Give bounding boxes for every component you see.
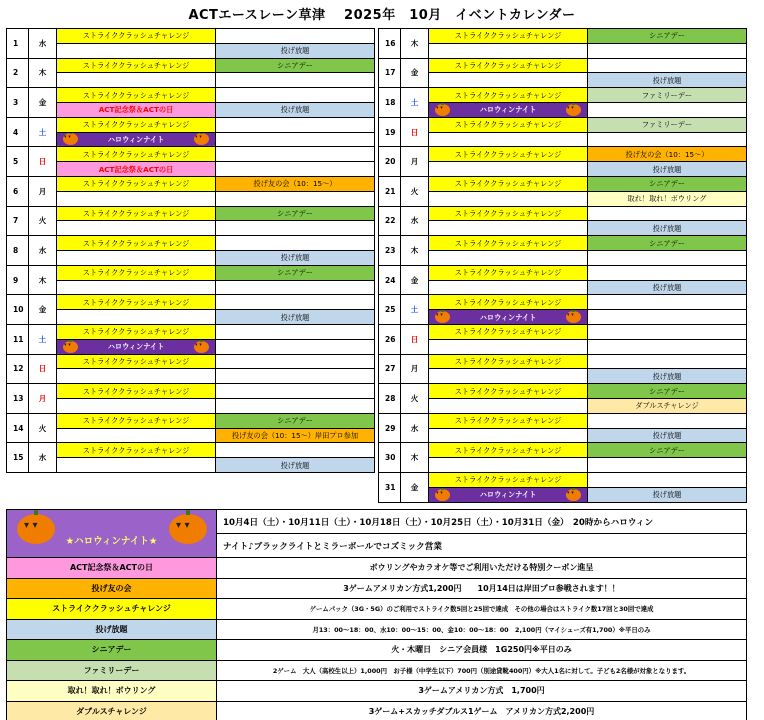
empty-cell	[429, 191, 588, 206]
halloween-desc-1: 10月4日（土）・10月11日（土）・10月18日（土）・10月25日（土）・10月31日（金） 20時からハロウィン	[217, 510, 747, 534]
event-cell: ストライククラッシュチャレンジ	[429, 88, 588, 103]
day-of-week: 水	[401, 206, 429, 236]
event-cell	[57, 339, 216, 354]
event-cell: 投げ友の会（10：15～）岸田プロ参加	[216, 428, 375, 443]
legend-label: ダブルスチャレンジ	[7, 701, 217, 720]
event-cell: 投げ放題	[588, 73, 747, 88]
day-number: 2	[7, 58, 29, 88]
empty-cell	[216, 73, 375, 88]
event-cell: シニアデー	[216, 58, 375, 73]
event-label: ハロウィンナイト	[479, 312, 537, 322]
empty-cell	[57, 250, 216, 265]
event-cell: ストライククラッシュチャレンジ	[429, 236, 588, 251]
empty-cell	[57, 191, 216, 206]
day-of-week: 月	[401, 147, 429, 177]
calendar-row	[379, 73, 747, 88]
calendar-row	[7, 443, 375, 458]
calendar-row	[379, 310, 747, 325]
day-of-week: 金	[29, 88, 57, 118]
day-number: 29	[379, 413, 401, 443]
calendar-row	[379, 324, 747, 339]
day-number: 19	[379, 117, 401, 147]
day-number: 13	[7, 384, 29, 414]
legend-label: ACT記念祭＆ACTの日	[7, 558, 217, 579]
event-cell: 投げ放題	[216, 458, 375, 473]
event-cell: 投げ放題	[588, 221, 747, 236]
calendar-row	[379, 117, 747, 132]
calendar-row	[7, 117, 375, 132]
legend-row	[7, 578, 747, 599]
calendar-row	[7, 398, 375, 413]
day-of-week: 日	[401, 117, 429, 147]
empty-cell	[588, 206, 747, 221]
day-of-week: 水	[29, 29, 57, 59]
empty-cell	[216, 324, 375, 339]
legend-label: 投げ友の会	[7, 578, 217, 599]
day-of-week: 火	[401, 384, 429, 414]
event-cell: 投げ放題	[216, 43, 375, 58]
day-number: 26	[379, 324, 401, 354]
empty-cell	[216, 147, 375, 162]
empty-cell	[429, 73, 588, 88]
empty-cell	[588, 472, 747, 487]
empty-cell	[429, 280, 588, 295]
event-cell: 投げ放題	[216, 310, 375, 325]
event-cell: ストライククラッシュチャレンジ	[429, 324, 588, 339]
calendar-row	[7, 384, 375, 399]
empty-cell	[57, 369, 216, 384]
event-cell: ストライククラッシュチャレンジ	[57, 443, 216, 458]
calendar-right	[378, 28, 747, 503]
event-cell: シニアデー	[216, 265, 375, 280]
calendar-row	[7, 73, 375, 88]
event-cell: 投げ放題	[588, 487, 747, 502]
day-of-week: 火	[29, 413, 57, 443]
empty-cell	[588, 324, 747, 339]
event-cell: ストライククラッシュチャレンジ	[429, 29, 588, 44]
empty-cell	[57, 73, 216, 88]
empty-cell	[216, 384, 375, 399]
empty-cell	[429, 398, 588, 413]
calendar-row	[7, 295, 375, 310]
empty-cell	[216, 339, 375, 354]
day-of-week: 月	[29, 176, 57, 206]
calendar-row	[7, 236, 375, 251]
event-cell: シニアデー	[216, 206, 375, 221]
event-cell: 投げ友の会（10：15～）	[588, 147, 747, 162]
calendar-row	[379, 162, 747, 177]
day-number: 17	[379, 58, 401, 88]
day-of-week: 火	[29, 206, 57, 236]
empty-cell	[429, 221, 588, 236]
empty-cell	[429, 458, 588, 473]
day-of-week: 木	[29, 58, 57, 88]
event-cell: ストライククラッシュチャレンジ	[57, 354, 216, 369]
day-of-week: 土	[29, 324, 57, 354]
calendar-row	[7, 369, 375, 384]
legend-description: 2ゲーム 大人（高校生以上）1,000円 お子様（中学生以下）700円（別途貸靴400円）※大人1名に対して。子ども2名様が対象となります。	[217, 660, 747, 681]
empty-cell	[216, 280, 375, 295]
empty-cell	[429, 162, 588, 177]
event-cell	[57, 132, 216, 147]
day-of-week: 金	[401, 265, 429, 295]
calendar-row	[7, 458, 375, 473]
calendar-row	[379, 487, 747, 502]
legend-row	[7, 681, 747, 702]
day-number: 15	[7, 443, 29, 473]
calendar-row	[379, 384, 747, 399]
empty-cell	[216, 354, 375, 369]
day-of-week: 木	[29, 265, 57, 295]
event-cell: ストライククラッシュチャレンジ	[57, 176, 216, 191]
event-cell: ストライククラッシュチャレンジ	[429, 384, 588, 399]
empty-cell	[216, 162, 375, 177]
pumpkin-icon	[17, 514, 55, 544]
empty-cell	[57, 280, 216, 295]
calendar-row	[7, 428, 375, 443]
event-label: ハロウィンナイト	[107, 342, 165, 352]
empty-cell	[588, 354, 747, 369]
day-of-week: 土	[401, 295, 429, 325]
calendar-row	[379, 339, 747, 354]
calendar-row	[379, 250, 747, 265]
calendar-row	[7, 43, 375, 58]
day-number: 7	[7, 206, 29, 236]
event-cell: ストライククラッシュチャレンジ	[57, 295, 216, 310]
day-number: 31	[379, 472, 401, 502]
day-number: 5	[7, 147, 29, 177]
event-cell: ストライククラッシュチャレンジ	[429, 176, 588, 191]
day-number: 28	[379, 384, 401, 414]
calendar-row	[7, 265, 375, 280]
day-of-week: 木	[401, 443, 429, 473]
calendar-row	[7, 88, 375, 103]
calendar-row	[379, 472, 747, 487]
event-cell: シニアデー	[588, 384, 747, 399]
day-number: 16	[379, 29, 401, 59]
day-of-week: 日	[29, 354, 57, 384]
event-cell: ストライククラッシュチャレンジ	[429, 295, 588, 310]
calendar-row	[379, 102, 747, 117]
legend-row	[7, 619, 747, 640]
event-cell: 投げ放題	[588, 428, 747, 443]
pumpkin-icon	[566, 489, 581, 501]
legend-description: ボウリングやカラオケ等でご利用いただける特別クーポン進呈	[217, 558, 747, 579]
legend-description: 月13：00～18：00、水10：00～15：00、金10：00～18：00 2,100円（マイシューズ有1,700）※平日のみ	[217, 619, 747, 640]
calendar-row	[379, 132, 747, 147]
empty-cell	[216, 88, 375, 103]
day-of-week: 火	[401, 176, 429, 206]
halloween-label-cell	[7, 510, 217, 558]
legend-label: ストライククラッシュチャレンジ	[7, 599, 217, 620]
day-number: 20	[379, 147, 401, 177]
day-number: 3	[7, 88, 29, 118]
empty-cell	[216, 221, 375, 236]
legend-row	[7, 640, 747, 661]
day-number: 23	[379, 236, 401, 266]
event-cell: ストライククラッシュチャレンジ	[57, 147, 216, 162]
empty-cell	[588, 339, 747, 354]
event-cell: ストライククラッシュチャレンジ	[429, 265, 588, 280]
calendar-row	[379, 29, 747, 44]
empty-cell	[57, 43, 216, 58]
halloween-label: ★ハロウィンナイト★	[65, 535, 158, 547]
calendar-row	[379, 88, 747, 103]
legend-description: 3ゲーム+スカッチダブルス1ゲーム アメリカン方式2,200円	[217, 701, 747, 720]
calendar-row	[7, 102, 375, 117]
empty-cell	[57, 398, 216, 413]
empty-cell	[57, 221, 216, 236]
event-cell	[429, 487, 588, 502]
calendar-row	[379, 354, 747, 369]
day-of-week: 金	[29, 295, 57, 325]
event-cell: シニアデー	[588, 29, 747, 44]
empty-cell	[588, 413, 747, 428]
day-number: 22	[379, 206, 401, 236]
event-cell: シニアデー	[588, 176, 747, 191]
calendar-row	[7, 29, 375, 44]
day-number: 4	[7, 117, 29, 147]
calendar-row	[7, 191, 375, 206]
empty-cell	[57, 428, 216, 443]
event-cell: ストライククラッシュチャレンジ	[429, 58, 588, 73]
empty-cell	[216, 443, 375, 458]
empty-cell	[588, 250, 747, 265]
calendar-row	[379, 176, 747, 191]
empty-cell	[429, 43, 588, 58]
calendar-row	[7, 250, 375, 265]
event-cell: 投げ放題	[216, 250, 375, 265]
day-number: 21	[379, 176, 401, 206]
calendar-row	[7, 413, 375, 428]
day-number: 11	[7, 324, 29, 354]
day-of-week: 金	[401, 472, 429, 502]
day-of-week: 月	[29, 384, 57, 414]
event-cell: ストライククラッシュチャレンジ	[429, 354, 588, 369]
empty-cell	[429, 339, 588, 354]
empty-cell	[429, 428, 588, 443]
legend-description: 3ゲームアメリカン方式1,200円 10月14日は岸田プロ参戦されます！！	[217, 578, 747, 599]
calendar-row	[379, 221, 747, 236]
empty-cell	[588, 102, 747, 117]
empty-cell	[588, 43, 747, 58]
calendar-row	[7, 206, 375, 221]
empty-cell	[216, 191, 375, 206]
event-cell: ストライククラッシュチャレンジ	[57, 384, 216, 399]
calendar-row	[379, 191, 747, 206]
pumpkin-icon	[63, 133, 78, 145]
pumpkin-icon	[63, 341, 78, 353]
calendar-row	[7, 221, 375, 236]
pumpkin-icon	[566, 311, 581, 323]
event-cell: 取れ！取れ！ボウリング	[588, 191, 747, 206]
event-cell: ファミリーデー	[588, 117, 747, 132]
event-cell: ストライククラッシュチャレンジ	[57, 324, 216, 339]
day-number: 9	[7, 265, 29, 295]
empty-cell	[588, 132, 747, 147]
day-of-week: 土	[401, 88, 429, 118]
pumpkin-icon	[194, 341, 209, 353]
legend-description: ゲームパック（3G・5G）のご利用でストライク数5回と25回で達成 その他の場合はストライク数17回と30回で達成	[217, 599, 747, 620]
empty-cell	[216, 398, 375, 413]
event-cell: ストライククラッシュチャレンジ	[57, 29, 216, 44]
empty-cell	[588, 458, 747, 473]
event-cell: ストライククラッシュチャレンジ	[57, 236, 216, 251]
event-cell: ストライククラッシュチャレンジ	[429, 472, 588, 487]
event-cell: ストライククラッシュチャレンジ	[57, 117, 216, 132]
legend-row	[7, 660, 747, 681]
empty-cell	[216, 295, 375, 310]
event-legend	[6, 509, 747, 720]
day-number: 14	[7, 413, 29, 443]
day-of-week: 金	[401, 58, 429, 88]
calendar-left	[6, 28, 375, 473]
day-number: 1	[7, 29, 29, 59]
calendar-row	[7, 162, 375, 177]
legend-description: 3ゲームアメリカン方式 1,700円	[217, 681, 747, 702]
event-cell: ファミリーデー	[588, 88, 747, 103]
event-cell: ストライククラッシュチャレンジ	[57, 58, 216, 73]
event-cell: 投げ放題	[588, 369, 747, 384]
event-cell: ストライククラッシュチャレンジ	[57, 88, 216, 103]
legend-label: ファミリーデー	[7, 660, 217, 681]
event-label: ハロウィンナイト	[479, 490, 537, 500]
empty-cell	[588, 265, 747, 280]
event-cell: ダブルスチャレンジ	[588, 398, 747, 413]
legend-label: シニアデー	[7, 640, 217, 661]
calendar-row	[7, 147, 375, 162]
event-cell: ストライククラッシュチャレンジ	[429, 206, 588, 221]
pumpkin-icon	[435, 489, 450, 501]
event-cell: 投げ放題	[216, 102, 375, 117]
calendar-row	[379, 369, 747, 384]
calendar-row	[7, 58, 375, 73]
calendar-row	[7, 310, 375, 325]
calendar-row	[379, 43, 747, 58]
day-number: 6	[7, 176, 29, 206]
halloween-desc-2: ナイト♪ブラックライトとミラーボールでコズミック営業	[217, 534, 747, 558]
calendar-row	[379, 443, 747, 458]
calendar-row	[7, 132, 375, 147]
day-number: 27	[379, 354, 401, 384]
calendar-row	[379, 206, 747, 221]
empty-cell	[429, 132, 588, 147]
day-of-week: 日	[29, 147, 57, 177]
event-cell: シニアデー	[216, 413, 375, 428]
empty-cell	[216, 132, 375, 147]
empty-cell	[588, 310, 747, 325]
day-of-week: 水	[401, 413, 429, 443]
day-number: 10	[7, 295, 29, 325]
pumpkin-icon	[566, 104, 581, 116]
day-number: 18	[379, 88, 401, 118]
event-cell: ストライククラッシュチャレンジ	[429, 147, 588, 162]
pumpkin-icon	[194, 133, 209, 145]
day-number: 12	[7, 354, 29, 384]
legend-row	[7, 558, 747, 579]
event-cell: ストライククラッシュチャレンジ	[429, 413, 588, 428]
day-of-week: 日	[401, 324, 429, 354]
calendar-row	[7, 280, 375, 295]
day-of-week: 月	[401, 354, 429, 384]
calendar-row	[379, 295, 747, 310]
calendar-row	[379, 458, 747, 473]
calendar-row	[379, 398, 747, 413]
day-of-week: 土	[29, 117, 57, 147]
day-number: 25	[379, 295, 401, 325]
empty-cell	[216, 29, 375, 44]
empty-cell	[57, 458, 216, 473]
event-cell: ストライククラッシュチャレンジ	[57, 265, 216, 280]
calendar-row	[7, 176, 375, 191]
event-cell: ストライククラッシュチャレンジ	[57, 413, 216, 428]
pumpkin-icon	[435, 311, 450, 323]
event-cell: ACT記念祭＆ACTの日	[57, 102, 216, 117]
event-cell	[429, 310, 588, 325]
day-of-week: 水	[29, 443, 57, 473]
legend-label: 投げ放題	[7, 619, 217, 640]
page-title: ACTエースレーン草津 2025年 10月 イベントカレンダー	[188, 8, 576, 23]
event-cell	[429, 102, 588, 117]
event-label: ハロウィンナイト	[107, 134, 165, 144]
empty-cell	[429, 369, 588, 384]
event-cell: ACT記念祭＆ACTの日	[57, 162, 216, 177]
event-cell: 投げ放題	[588, 280, 747, 295]
calendar-row	[7, 354, 375, 369]
day-number: 8	[7, 236, 29, 266]
day-number: 24	[379, 265, 401, 295]
event-cell: シニアデー	[588, 443, 747, 458]
event-label: ハロウィンナイト	[479, 105, 537, 115]
empty-cell	[216, 369, 375, 384]
calendar-row	[379, 413, 747, 428]
calendar-row	[379, 280, 747, 295]
pumpkin-icon	[169, 514, 207, 544]
legend-label: 取れ！取れ！ボウリング	[7, 681, 217, 702]
calendar-row	[379, 265, 747, 280]
day-of-week: 木	[401, 236, 429, 266]
event-cell: 投げ放題	[588, 162, 747, 177]
event-cell: ストライククラッシュチャレンジ	[429, 443, 588, 458]
calendar-row	[379, 236, 747, 251]
empty-cell	[57, 310, 216, 325]
calendar-row	[379, 428, 747, 443]
calendar-row	[7, 339, 375, 354]
empty-cell	[588, 58, 747, 73]
calendar-row	[379, 58, 747, 73]
calendar-row	[379, 147, 747, 162]
day-of-week: 水	[29, 236, 57, 266]
empty-cell	[216, 236, 375, 251]
pumpkin-icon	[435, 104, 450, 116]
event-cell: ストライククラッシュチャレンジ	[57, 206, 216, 221]
legend-description: 火・木曜日 シニア会員様 1G250円※平日のみ	[217, 640, 747, 661]
event-cell: 投げ友の会（10：15～）	[216, 176, 375, 191]
legend-row	[7, 599, 747, 620]
day-number: 30	[379, 443, 401, 473]
event-cell: ストライククラッシュチャレンジ	[429, 117, 588, 132]
day-of-week: 木	[401, 29, 429, 59]
empty-cell	[588, 295, 747, 310]
empty-cell	[216, 117, 375, 132]
event-cell: シニアデー	[588, 236, 747, 251]
calendar-row	[7, 324, 375, 339]
legend-row	[7, 701, 747, 720]
empty-cell	[429, 250, 588, 265]
